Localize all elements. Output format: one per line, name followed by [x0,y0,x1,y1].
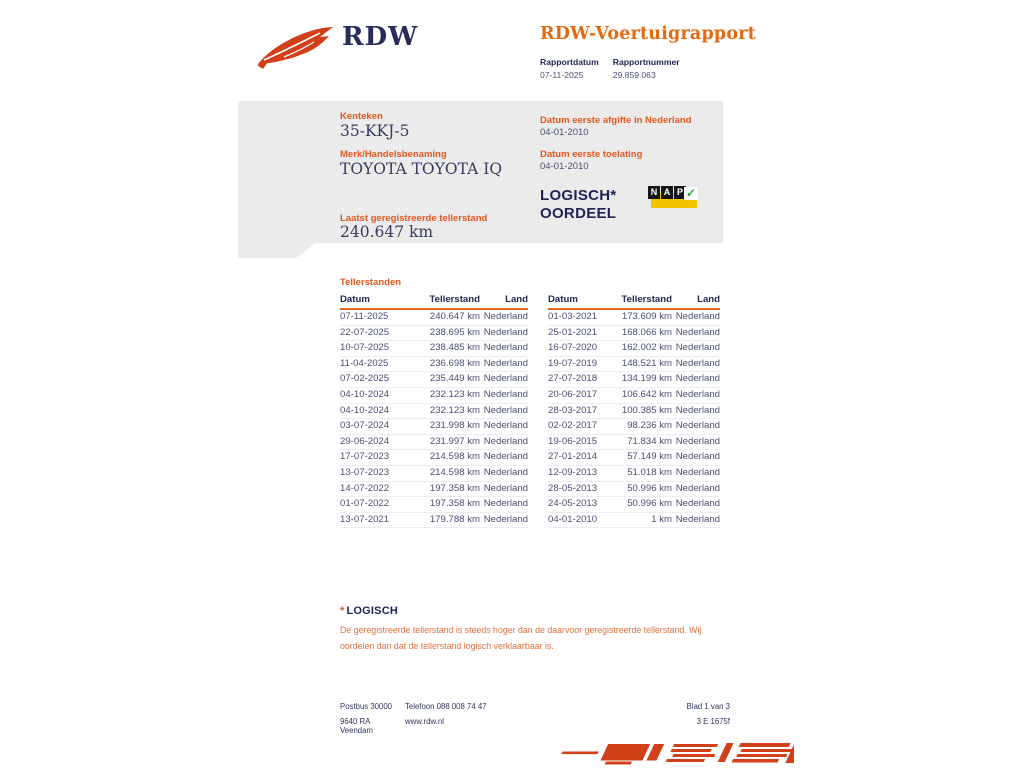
oordeel-line2: OORDEEL [540,205,617,222]
nap-letter-n: N [648,186,660,199]
land-cell: Nederland [480,450,528,466]
datum-cell: 13-07-2021 [340,512,416,528]
document-title: RDW-Voertuigrapport [540,24,756,44]
datum-cell: 24-05-2013 [548,497,612,513]
column-header-land: Land [480,293,528,309]
oordeel-verdict [540,187,617,223]
nap-logo [648,186,698,210]
tellerstand-cell: 240.647 km [416,309,480,325]
table-row [340,481,528,497]
datum-cell: 10-07-2025 [340,341,416,357]
table-row [340,512,528,528]
table-row [548,325,720,341]
table-row [340,372,528,388]
footer-website: www.rdw.nl [405,717,444,726]
land-cell: Nederland [480,434,528,450]
table-row [548,497,720,513]
footnote-title-text: LOGISCH [346,605,398,617]
datum-cell: 27-07-2018 [548,372,612,388]
land-cell: Nederland [480,481,528,497]
column-header-tellerstand: Tellerstand [612,293,672,309]
land-cell: Nederland [480,419,528,435]
table-row [548,512,720,528]
footer-address-line1: Postbus 30000 [340,702,393,711]
column-header-tellerstand: Tellerstand [416,293,480,309]
datum-cell: 03-07-2024 [340,419,416,435]
land-cell: Nederland [480,341,528,357]
tellerstand-cell: 238.485 km [416,341,480,357]
merk-value: TOYOTA TOYOTA IQ [340,160,503,178]
tellerstand-cell: 148.521 km [612,356,672,372]
table-row [340,309,528,325]
table-row [548,309,720,325]
land-cell: Nederland [672,356,720,372]
table-row [548,419,720,435]
tellerstand-cell: 98.236 km [612,419,672,435]
table-row [548,356,720,372]
kenteken-label: Kenteken [340,111,383,122]
land-cell: Nederland [672,419,720,435]
table-row [340,387,528,403]
table-row [548,481,720,497]
datum-cell: 17-07-2023 [340,450,416,466]
report-date-value: 07-11-2025 [540,70,584,80]
tellerstand-cell: 173.609 km [612,309,672,325]
report-date-block [540,57,599,80]
land-cell: Nederland [480,309,528,325]
land-cell: Nederland [480,512,528,528]
datum-cell: 11-04-2025 [340,356,416,372]
rdw-logo [256,24,418,70]
table-row [548,434,720,450]
rdw-wordmark: RDW [342,22,419,52]
land-cell: Nederland [672,450,720,466]
nap-checkmark-icon: ✓ [685,186,697,200]
report-number-block [613,57,680,80]
tellerstanden-heading: Tellerstanden [340,277,402,288]
tellerstanden-section [340,277,720,528]
footer-address-line2: 9640 RA Veendam [340,717,373,735]
land-cell: Nederland [672,309,720,325]
land-cell: Nederland [672,465,720,481]
land-cell: Nederland [672,497,720,513]
land-cell: Nederland [672,512,720,528]
column-header-datum: Datum [340,293,416,309]
land-cell: Nederland [672,325,720,341]
footer-form-code: 3 E 1675f [696,717,730,726]
tellerstanden-table-left [340,293,528,528]
table-row [548,465,720,481]
datum-cell: 14-07-2022 [340,481,416,497]
datum-cell: 19-07-2019 [548,356,612,372]
report-meta [540,57,694,80]
tellerstand-cell: 100.385 km [612,403,672,419]
datum-cell: 04-10-2024 [340,387,416,403]
datum-cell: 28-05-2013 [548,481,612,497]
tellerstand-cell: 232.123 km [416,403,480,419]
tellerstand-cell: 231.998 km [416,419,480,435]
tellerstand-cell: 134.199 km [612,372,672,388]
footer-phone: Telefoon 088 008 74 47 [405,702,487,711]
datum-cell: 16-07-2020 [548,341,612,357]
table-row [340,419,528,435]
eerste-toelating-label: Datum eerste toelating [540,149,643,160]
land-cell: Nederland [480,356,528,372]
datum-cell: 13-07-2023 [340,465,416,481]
datum-cell: 22-07-2025 [340,325,416,341]
column-header-land: Land [672,293,720,309]
land-cell: Nederland [672,434,720,450]
panel-corner-tab [238,243,316,258]
eerste-afgifte-label: Datum eerste afgifte in Nederland [540,115,692,126]
datum-cell: 28-03-2017 [548,403,612,419]
tellerstand-cell: 179.788 km [416,512,480,528]
land-cell: Nederland [480,325,528,341]
datum-cell: 27-01-2014 [548,450,612,466]
report-number-label: Rapportnummer [612,57,680,67]
laatste-tellerstand-label: Laatst geregistreerde tellerstand [340,213,488,224]
report-number-value: 29.859.063 [612,70,656,80]
table-row [340,325,528,341]
table-row [340,497,528,513]
eerste-afgifte-value: 04-01-2010 [540,127,589,138]
table-row [548,372,720,388]
tellerstand-cell: 71.834 km [612,434,672,450]
footnote-asterisk: * [340,605,345,617]
footer-page-number: Blad 1 van 3 [686,702,730,711]
page-footer [340,702,730,741]
rdw-eagle-icon [256,24,334,70]
rdw-stripe-pattern-icon [548,740,794,766]
datum-cell: 02-02-2017 [548,419,612,435]
tellerstand-cell: 236.698 km [416,356,480,372]
table-row [340,403,528,419]
table-row [548,450,720,466]
report-date-label: Rapportdatum [540,57,599,67]
land-cell: Nederland [672,341,720,357]
land-cell: Nederland [672,387,720,403]
datum-cell: 07-02-2025 [340,372,416,388]
land-cell: Nederland [480,372,528,388]
datum-cell: 07-11-2025 [340,309,416,325]
nap-letter-a: A [661,186,673,199]
land-cell: Nederland [672,372,720,388]
datum-cell: 12-09-2013 [548,465,612,481]
tellerstand-cell: 238.695 km [416,325,480,341]
tellerstand-cell: 232.123 km [416,387,480,403]
datum-cell: 01-07-2022 [340,497,416,513]
footnote-title [340,605,732,617]
tellerstand-cell: 235.449 km [416,372,480,388]
laatste-tellerstand-value: 240.647 km [340,223,434,241]
table-row [340,434,528,450]
table-row [340,341,528,357]
table-row [548,403,720,419]
land-cell: Nederland [672,481,720,497]
tellerstand-cell: 51.018 km [612,465,672,481]
kenteken-value: 35-KKJ-5 [340,122,410,140]
nap-letter-p: P [674,186,686,199]
oordeel-line1: LOGISCH* [540,187,617,204]
logisch-footnote [340,605,732,654]
tellerstand-cell: 50.996 km [612,497,672,513]
tellerstand-cell: 106.642 km [612,387,672,403]
table-row [548,387,720,403]
table-row [340,356,528,372]
tellerstand-cell: 57.149 km [612,450,672,466]
datum-cell: 04-01-2010 [548,512,612,528]
land-cell: Nederland [672,403,720,419]
datum-cell: 20-06-2017 [548,387,612,403]
tellerstand-cell: 50.996 km [612,481,672,497]
eerste-toelating-value: 04-01-2010 [540,161,589,172]
table-row [340,465,528,481]
land-cell: Nederland [480,497,528,513]
tellerstand-cell: 231.997 km [416,434,480,450]
datum-cell: 25-01-2021 [548,325,612,341]
merk-label: Merk/Handelsbenaming [340,149,447,160]
datum-cell: 29-06-2024 [340,434,416,450]
column-header-datum: Datum [548,293,612,309]
vehicle-summary-panel [238,101,723,243]
tellerstand-cell: 214.598 km [416,450,480,466]
tellerstand-cell: 162.002 km [612,341,672,357]
land-cell: Nederland [480,387,528,403]
tellerstand-cell: 1 km [612,512,672,528]
land-cell: Nederland [480,403,528,419]
tellerstand-cell: 168.066 km [612,325,672,341]
table-row [548,341,720,357]
datum-cell: 19-06-2015 [548,434,612,450]
tellerstand-cell: 197.358 km [416,497,480,513]
datum-cell: 01-03-2021 [548,309,612,325]
datum-cell: 04-10-2024 [340,403,416,419]
tellerstanden-table-right [548,293,720,528]
table-row [340,450,528,466]
footnote-text: De geregistreerde tellerstand is steeds hoger dan de daarvoor geregistreerde tellerstand. Wij oordelen dan dat de tellerstand logisch verklaarbaar is. [340,625,702,651]
land-cell: Nederland [480,465,528,481]
tellerstand-cell: 197.358 km [416,481,480,497]
tellerstand-cell: 214.598 km [416,465,480,481]
